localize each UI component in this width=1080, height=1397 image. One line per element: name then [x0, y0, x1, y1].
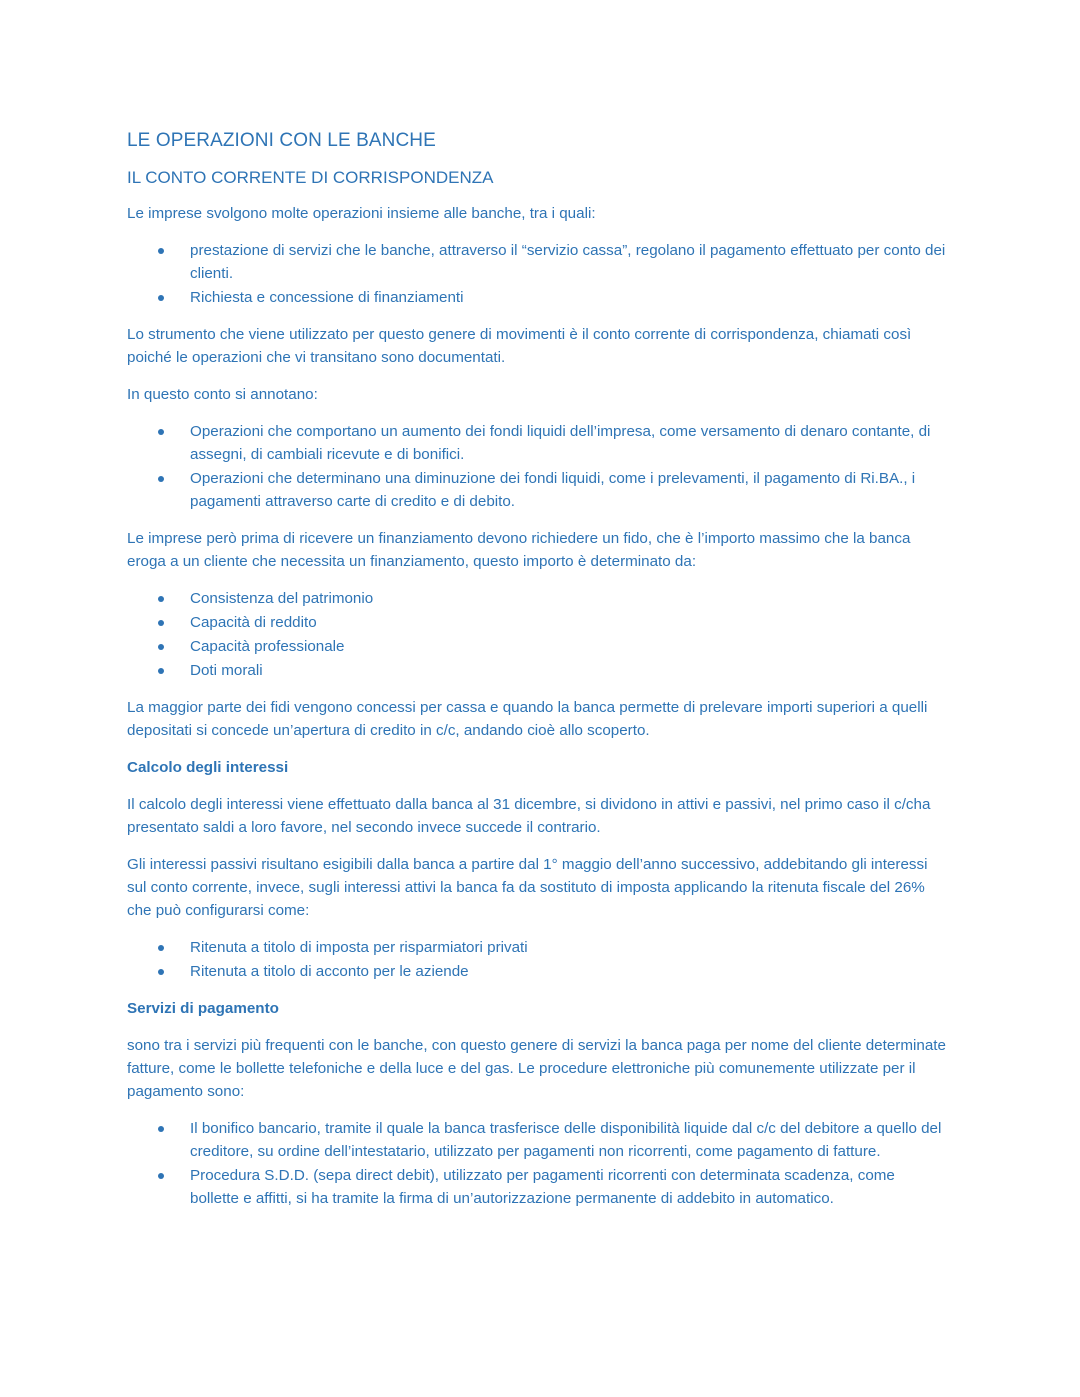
section-heading-interessi: Calcolo degli interessi [127, 759, 289, 776]
bullet-icon [158, 644, 164, 650]
list-item: Capacità di reddito [127, 611, 947, 634]
annotano-paragraph: In questo conto si annotano: [127, 386, 318, 403]
fido-list [127, 587, 947, 682]
list-item: Consistenza del patrimonio [127, 587, 947, 610]
fidi-paragraph: La maggior parte dei fidi vengono concessi per cassa e quando la banca permette di prelevare importi superiori a quelli depositati si concede un’apertura di credito in c/c, andando cioè allo scoperto. [127, 699, 928, 739]
bullet-icon [158, 668, 164, 674]
servizi-list [127, 1117, 947, 1210]
bullet-icon [158, 969, 164, 975]
list-item: Doti morali [127, 659, 947, 682]
intro-list [127, 239, 947, 309]
section-heading-conto-corrente: IL CONTO CORRENTE DI CORRISPONDENZA [127, 168, 494, 187]
document-page [127, 128, 947, 1224]
page-title: LE OPERAZIONI CON LE BANCHE [127, 130, 436, 151]
list-item: Procedura S.D.D. (sepa direct debit), utilizzato per pagamenti ricorrenti con determinata scadenza, come bollette e affitti, si ha tramite la firma di un’autorizzazione permanente di addebito in automatico. [127, 1164, 947, 1210]
servizi-paragraph: sono tra i servizi più frequenti con le banche, con questo genere di servizi la banca paga per nome del cliente determinate fatture, come le bollette telefoniche e della luce e del gas. Le procedure elettroniche più comunemente utilizzate per il pagamento sono: [127, 1037, 946, 1100]
list-item: Operazioni che determinano una diminuzione dei fondi liquidi, come i prelevamenti, il pagamento di Ri.BA., i pagamenti attraverso carte di credito e di debito. [127, 467, 947, 513]
bullet-icon [158, 248, 164, 254]
bullet-icon [158, 429, 164, 435]
bullet-icon [158, 596, 164, 602]
ritenuta-list [127, 936, 947, 983]
list-item: Capacità professionale [127, 635, 947, 658]
bullet-icon [158, 1126, 164, 1132]
bullet-icon [158, 476, 164, 482]
strumento-paragraph: Lo strumento che viene utilizzato per questo genere di movimenti è il conto corrente di corrispondenza, chiamati così poiché le operazioni che vi transitano sono documentati. [127, 326, 912, 366]
list-item: Richiesta e concessione di finanziamenti [127, 286, 947, 309]
intro-paragraph: Le imprese svolgono molte operazioni insieme alle banche, tra i quali: [127, 205, 596, 222]
list-item: Ritenuta a titolo di acconto per le aziende [127, 960, 947, 983]
list-item: Operazioni che comportano un aumento dei fondi liquidi dell’impresa, come versamento di denaro contante, di assegni, di cambiali ricevute e di bonifici. [127, 420, 947, 466]
interessi-paragraph-2: Gli interessi passivi risultano esigibili dalla banca a partire dal 1° maggio dell’anno successivo, addebitando gli interessi sul conto corrente, invece, sugli interessi attivi la banca fa da sostituto di imposta applicando la ritenuta fiscale del 26% che può configurarsi come: [127, 856, 928, 919]
section-heading-servizi: Servizi di pagamento [127, 1000, 279, 1017]
bullet-icon [158, 1173, 164, 1179]
list-item: prestazione di servizi che le banche, attraverso il “servizio cassa”, regolano il pagamento effettuato per conto dei clienti. [127, 239, 947, 285]
bullet-icon [158, 295, 164, 301]
interessi-paragraph-1: Il calcolo degli interessi viene effettuato dalla banca al 31 dicembre, si dividono in attivi e passivi, nel primo caso il c/cha presentato saldi a loro favore, nel secondo invece succede il contrario. [127, 796, 931, 836]
bullet-icon [158, 945, 164, 951]
annotano-list [127, 420, 947, 513]
list-item: Il bonifico bancario, tramite il quale la banca trasferisce delle disponibilità liquide dal c/c del debitore a quello del creditore, su ordine dell’intestatario, utilizzato per pagamenti non ricorrenti, come pagamento di fatture. [127, 1117, 947, 1163]
list-item: Ritenuta a titolo di imposta per risparmiatori privati [127, 936, 947, 959]
fido-paragraph: Le imprese però prima di ricevere un finanziamento devono richiedere un fido, che è l’importo massimo che la banca eroga a un cliente che necessita un finanziamento, questo importo è determinato da: [127, 530, 911, 570]
bullet-icon [158, 620, 164, 626]
